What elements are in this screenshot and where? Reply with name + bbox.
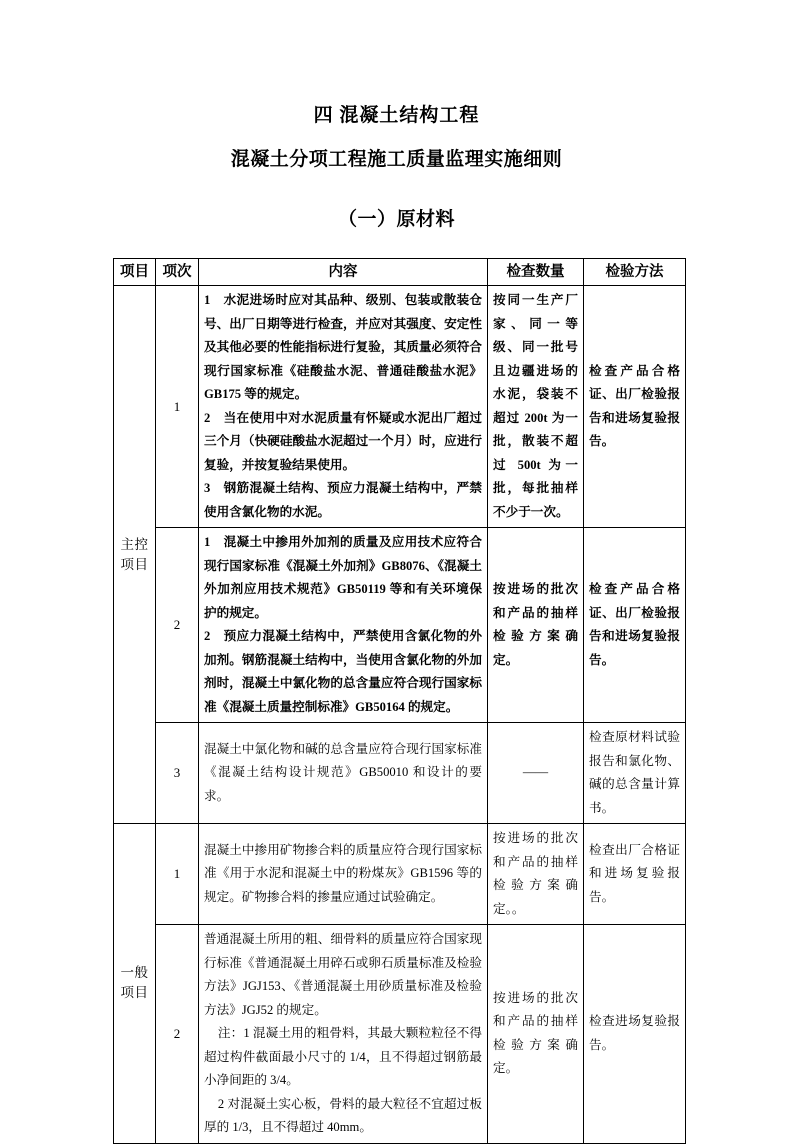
category-label-line-2: 项目	[120, 556, 149, 572]
table-row	[114, 824, 686, 925]
content-paragraph: 普通混凝土所用的粗、细骨料的质量应符合国家现行标准《普通混凝土用碎石或卵石质量标准及检验方法》JGJ153、《普通混凝土用砂质量标准及检验方法》JGJ52 的规定。	[204, 932, 482, 1017]
table-row	[114, 286, 686, 528]
table-row	[114, 723, 686, 824]
item-number-cell: 2	[156, 925, 199, 1144]
content-paragraph: 2 对混凝土实心板，骨料的最大粒径不宜超过板厚的 1/3，且不得超过 40mm。	[204, 1096, 482, 1134]
table-row	[114, 925, 686, 1144]
document-subtitle: 混凝土分项工程施工质量监理实施细则	[230, 149, 563, 170]
column-header-project: 项目	[114, 259, 156, 286]
content-cell	[199, 723, 488, 824]
table-header	[114, 259, 686, 286]
content-cell	[199, 528, 488, 723]
content-paragraph: 3 钢筋混凝土结构、预应力混凝土结构中，严禁使用含氯化物的水泥。	[204, 481, 482, 519]
inspection-method-cell: 检查出厂合格证和进场复验报告。	[584, 824, 686, 925]
column-header-inspection-quantity: 检查数量	[488, 259, 584, 286]
inspection-method-cell: 检查产品合格证、出厂检验报告和进场复验报告。	[584, 528, 686, 723]
content-paragraph: 1 水泥进场时应对其品种、级别、包装或散装仓号、出厂日期等进行检查，并应对其强度、安定性及其他必要的性能指标进行复验，其质量必须符合现行国家标准《硅酸盐水泥、普通硅酸盐水泥》GB175 等的规定。	[204, 293, 482, 401]
content-cell	[199, 286, 488, 528]
inspection-quantity-cell: 按进场的批次和产品的抽样检验方案确定。。	[488, 824, 584, 925]
item-number-cell: 1	[156, 286, 199, 528]
inspection-method-cell: 检查原材料试验报告和氯化物、碱的总含量计算书。	[584, 723, 686, 824]
content-paragraph: 注：1 混凝土用的粗骨料，其最大颗粒粒径不得超过构件截面最小尺寸的 1/4，且不得超过钢筋最小净间距的 3/4。	[204, 1026, 482, 1087]
table-header-row	[114, 259, 686, 286]
document-title: 四 混凝土结构工程	[313, 105, 480, 126]
column-header-inspection-method: 检验方法	[584, 259, 686, 286]
content-paragraph: 混凝土中掺用矿物掺合料的质量应符合现行国家标准《用于水泥和混凝土中的粉煤灰》GB1596 等的规定。矿物掺合料的掺量应通过试验确定。	[204, 842, 482, 904]
inspection-method-cell: 检查进场复验报告。	[584, 925, 686, 1144]
content-paragraph: 2 当在使用中对水泥质量有怀疑或水泥出厂超过三个月（快硬硅酸盐水泥超过一个月）时，应进行复验，并按复验结果使用。	[204, 410, 482, 472]
quality-control-table	[113, 258, 686, 1144]
item-number-cell: 3	[156, 723, 199, 824]
category-label-line-1: 一般	[120, 965, 149, 981]
inspection-method-cell: 检查产品合格证、出厂检验报告和进场复验报告。	[584, 286, 686, 528]
item-number-cell: 1	[156, 824, 199, 925]
category-cell-main-control	[114, 286, 156, 824]
inspection-quantity-cell: ——	[488, 723, 584, 824]
content-paragraph: 1 混凝土中掺用外加剂的质量及应用技术应符合现行国家标准《混凝土外加剂》GB8076、《混凝土外加剂应用技术规范》GB50119 等和有关环境保护的规定。	[204, 535, 482, 620]
inspection-quantity-cell: 按进场的批次和产品的抽样检验方案确定。	[488, 528, 584, 723]
content-cell	[199, 925, 488, 1144]
content-paragraph: 混凝土中氯化物和碱的总含量应符合现行国家标准《混凝土结构设计规范》GB50010 和设计的要求。	[204, 741, 482, 803]
inspection-quantity-cell: 按进场的批次和产品的抽样检验方案确定。	[488, 925, 584, 1144]
category-cell-general	[114, 824, 156, 1144]
item-number-cell: 2	[156, 528, 199, 723]
category-label-line-2: 项目	[120, 985, 149, 1001]
quality-control-table-wrapper	[113, 258, 685, 1144]
column-header-content: 内容	[199, 259, 488, 286]
category-label-line-1: 主控	[120, 536, 149, 552]
content-cell	[199, 824, 488, 925]
section-title: （一）原材料	[337, 209, 455, 230]
content-paragraph: 2 预应力混凝土结构中，严禁使用含氯化物的外加剂。钢筋混凝土结构中，当使用含氯化物的外加剂时，混凝土中氯化物的总含量应符合现行国家标准《混凝土质量控制标准》GB50164 的规定。	[204, 629, 482, 714]
inspection-quantity-cell: 按同一生产厂家、同一等级、同一批号且边疆进场的水泥，袋装不超过 200t 为一批，散装不超过 500t 为一批，每批抽样不少于一次。	[488, 286, 584, 528]
table-body	[114, 286, 686, 1144]
column-header-item-no: 项次	[156, 259, 199, 286]
table-row	[114, 528, 686, 723]
